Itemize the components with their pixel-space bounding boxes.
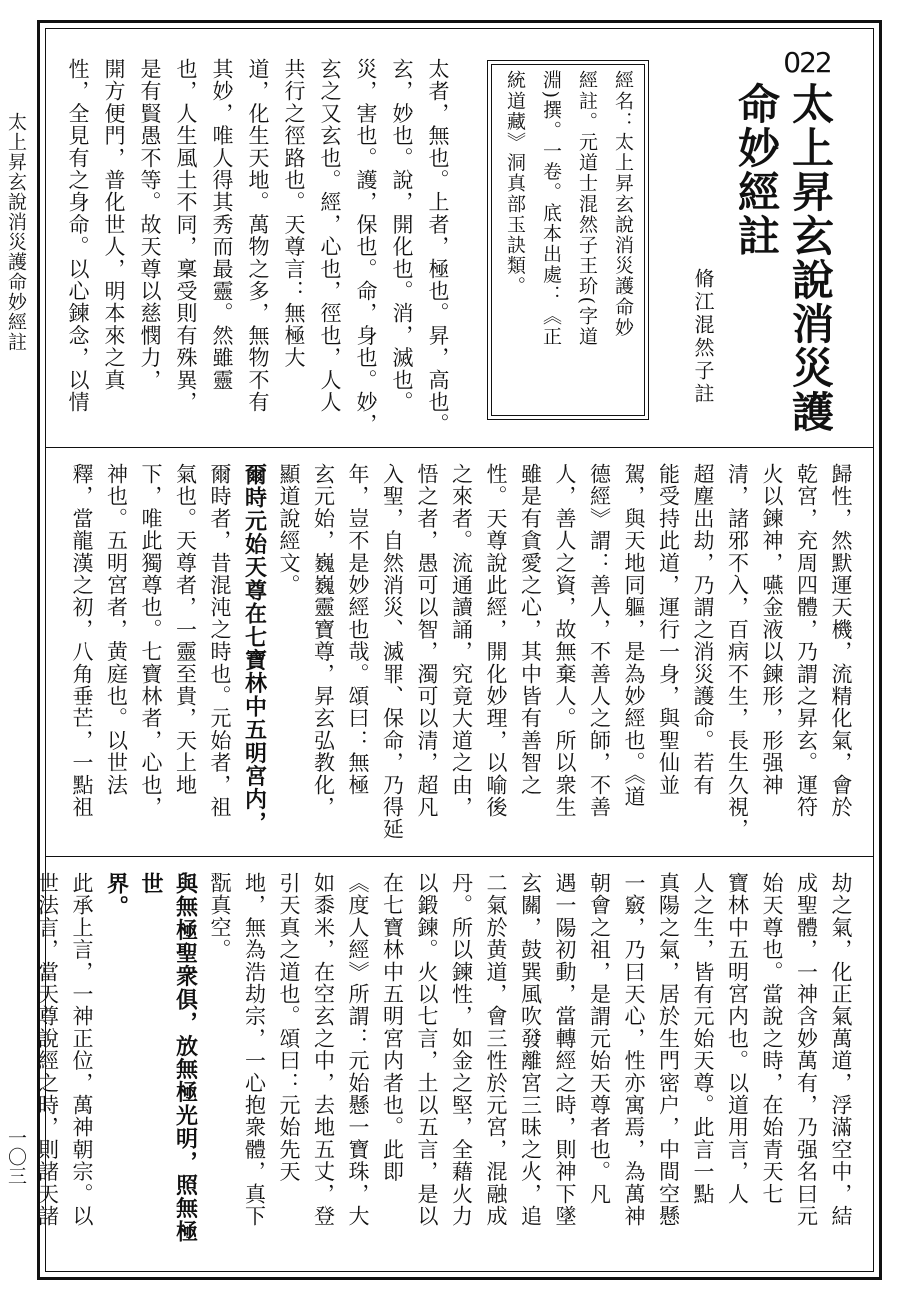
text-column: 以鍛鍊。火以七言，土以五言，是以 — [415, 872, 439, 1228]
middle-section-text — [58, 463, 858, 848]
text-column: 災，害也。護，保也。命，身也。妙， — [354, 58, 378, 436]
info-box-line: 淵)撰。一卷。底本出處：《正 — [540, 70, 562, 347]
text-column: 《度人經》所謂：元始懸一寶珠，大 — [346, 872, 370, 1228]
sutra-text-column: 爾時元始天尊在七寶林中五明宮内， — [241, 463, 268, 835]
info-box-text — [497, 70, 641, 410]
text-column: 人之生，皆有元始天尊。此言一點 — [691, 872, 715, 1205]
text-column: 入聖，自然消災、滅罪、保命，乃得延 — [380, 463, 405, 841]
text-column: 氣也。天尊者，一靈至貴，天上地 — [173, 463, 198, 796]
text-column: 雖是有貪愛之心，其中皆有善智之 — [518, 463, 543, 796]
text-column: 引天真之道也。頌曰：元始先天 — [277, 872, 301, 1183]
page-number: 一〇三 — [5, 1128, 27, 1185]
text-column: 是有賢愚不等。故天尊以慈憫力， — [138, 58, 162, 391]
text-column: 玄之又玄也。經，心也，徑也，人人 — [318, 58, 342, 414]
text-column: 駕，與天地同軀，是為妙經也。《道 — [622, 463, 646, 808]
text-column: 能受持此道，運行一身，與聖仙並 — [656, 463, 681, 796]
text-column: 劫之氣，化正氣萬道，浮滿空中，結 — [829, 872, 853, 1228]
text-column: 地，無為浩劫宗，一心抱衆體，真下 — [242, 872, 267, 1228]
text-column: 清，諸邪不入，百病不生，長生久視， — [725, 463, 750, 841]
text-column: 世法言，當天尊說經之時，則諸天諸 — [35, 872, 60, 1228]
text-column: 之來者。流通讀誦，究竟大道之由， — [449, 463, 474, 819]
text-column: 人，善人之資，故無棄人。所以衆生 — [553, 463, 577, 819]
bottom-section-text — [35, 872, 858, 1262]
text-column: 一竅，乃曰天心，性亦寓焉，為萬神 — [622, 872, 646, 1228]
text-column: 顯道說經文。 — [277, 463, 301, 597]
author-line: 脩江混然子註 — [691, 268, 715, 406]
text-column: 悟之者，愚可以智，濁可以清，超凡 — [415, 463, 439, 819]
title-line-1: 太上昇玄說消災護 — [786, 82, 835, 434]
text-column: 太者，無也。上者，極也。昇，高也。 — [426, 58, 450, 436]
text-column: 如黍米，在空玄之中，去地五丈，登 — [311, 872, 336, 1228]
text-column: 釋，當龍漢之初，八角垂芒，一點祖 — [70, 463, 94, 819]
text-column: 共行之徑路也。天尊言：無極大 — [282, 58, 306, 369]
text-column: 開方便門，普化世人，明本來之真 — [102, 58, 126, 391]
section-divider-2 — [45, 856, 874, 857]
text-column: 爾時者，昔混沌之時也。元始者，祖 — [208, 463, 232, 819]
info-box-line: 經名：太上昇玄說消災護命妙 — [612, 70, 634, 338]
text-column: 玄，妙也。說，開化也。消，滅也。 — [390, 58, 414, 414]
text-column: 翫真空。 — [208, 872, 232, 961]
text-column: 真陽之氣，居於生門密户，中間空懸 — [656, 872, 681, 1228]
text-column: 玄元始，巍巍靈寶尊，昇玄弘教化， — [311, 463, 336, 819]
text-column: 德經》謂：善人，不善人之師，不善 — [587, 463, 612, 819]
text-column: 超塵出劫，乃謂之消災護命。若有 — [691, 463, 715, 796]
info-box-line: 統道藏》洞真部玉訣類。 — [504, 70, 526, 297]
text-column: 二氣於黄道，會三性於元宮，混融成 — [484, 872, 508, 1228]
text-column: 下，唯此獨尊也。七寶林者，心也， — [139, 463, 163, 819]
entry-number: 022 — [783, 46, 831, 79]
top-section-text — [60, 58, 456, 438]
text-column: 神也。五明宮者，黄庭也。以世法 — [104, 463, 129, 796]
text-column: 乾宮，充周四體，乃謂之昇玄。運符 — [794, 463, 819, 819]
text-column: 也，人生風土不同，稟受則有殊異， — [174, 58, 198, 414]
text-column: 性。天尊說此經，開化妙理，以喻後 — [484, 463, 508, 819]
title-line-2: 命妙經註 — [732, 82, 781, 258]
info-box-line: 經註。元道士混然子王玠(字道 — [576, 70, 598, 347]
text-column: 性，全見有之身命。以心鍊念，以情 — [66, 58, 90, 414]
running-title: 太上昇玄說消災護命妙經註 — [5, 112, 27, 352]
text-column: 成聖體，一神含妙萬有，乃强名曰元 — [794, 872, 819, 1228]
text-column: 遇一陽初動，當轉經之時，則神下墜 — [553, 872, 577, 1228]
text-column: 此承上言，一神正位，萬神朝宗。以 — [70, 872, 94, 1228]
text-column: 朝會之祖，是謂元始天尊者也。凡 — [587, 872, 612, 1205]
sutra-text-column: 界。 — [103, 872, 130, 919]
text-column: 寶林中五明宮内也。以道用言，人 — [725, 872, 750, 1205]
sutra-text-column: 與無極聖衆俱，放無極光明，照無極世 — [138, 872, 199, 1244]
text-column: 火以鍊神，嚥金液以鍊形，形强神 — [760, 463, 784, 796]
text-column: 在七寶林中五明宮内者也。此即 — [380, 872, 405, 1183]
text-column: 始天尊也。當說之時，在始青天七 — [760, 872, 784, 1205]
text-column: 歸性，然默運天機，流精化氣，會於 — [829, 463, 853, 819]
text-column: 道，化生天地。萬物之多，無物不有 — [246, 58, 270, 414]
text-column: 玄關，鼓巽風吹發離宮三昧之火，追 — [518, 872, 543, 1228]
text-column: 年，豈不是妙經也哉。頌曰：無極 — [346, 463, 370, 796]
section-divider-1 — [45, 447, 874, 448]
text-column: 其妙，唯人得其秀而最靈。然雖靈 — [210, 58, 234, 391]
text-column: 丹。所以鍊性，如金之堅，全藉火力 — [449, 872, 474, 1228]
